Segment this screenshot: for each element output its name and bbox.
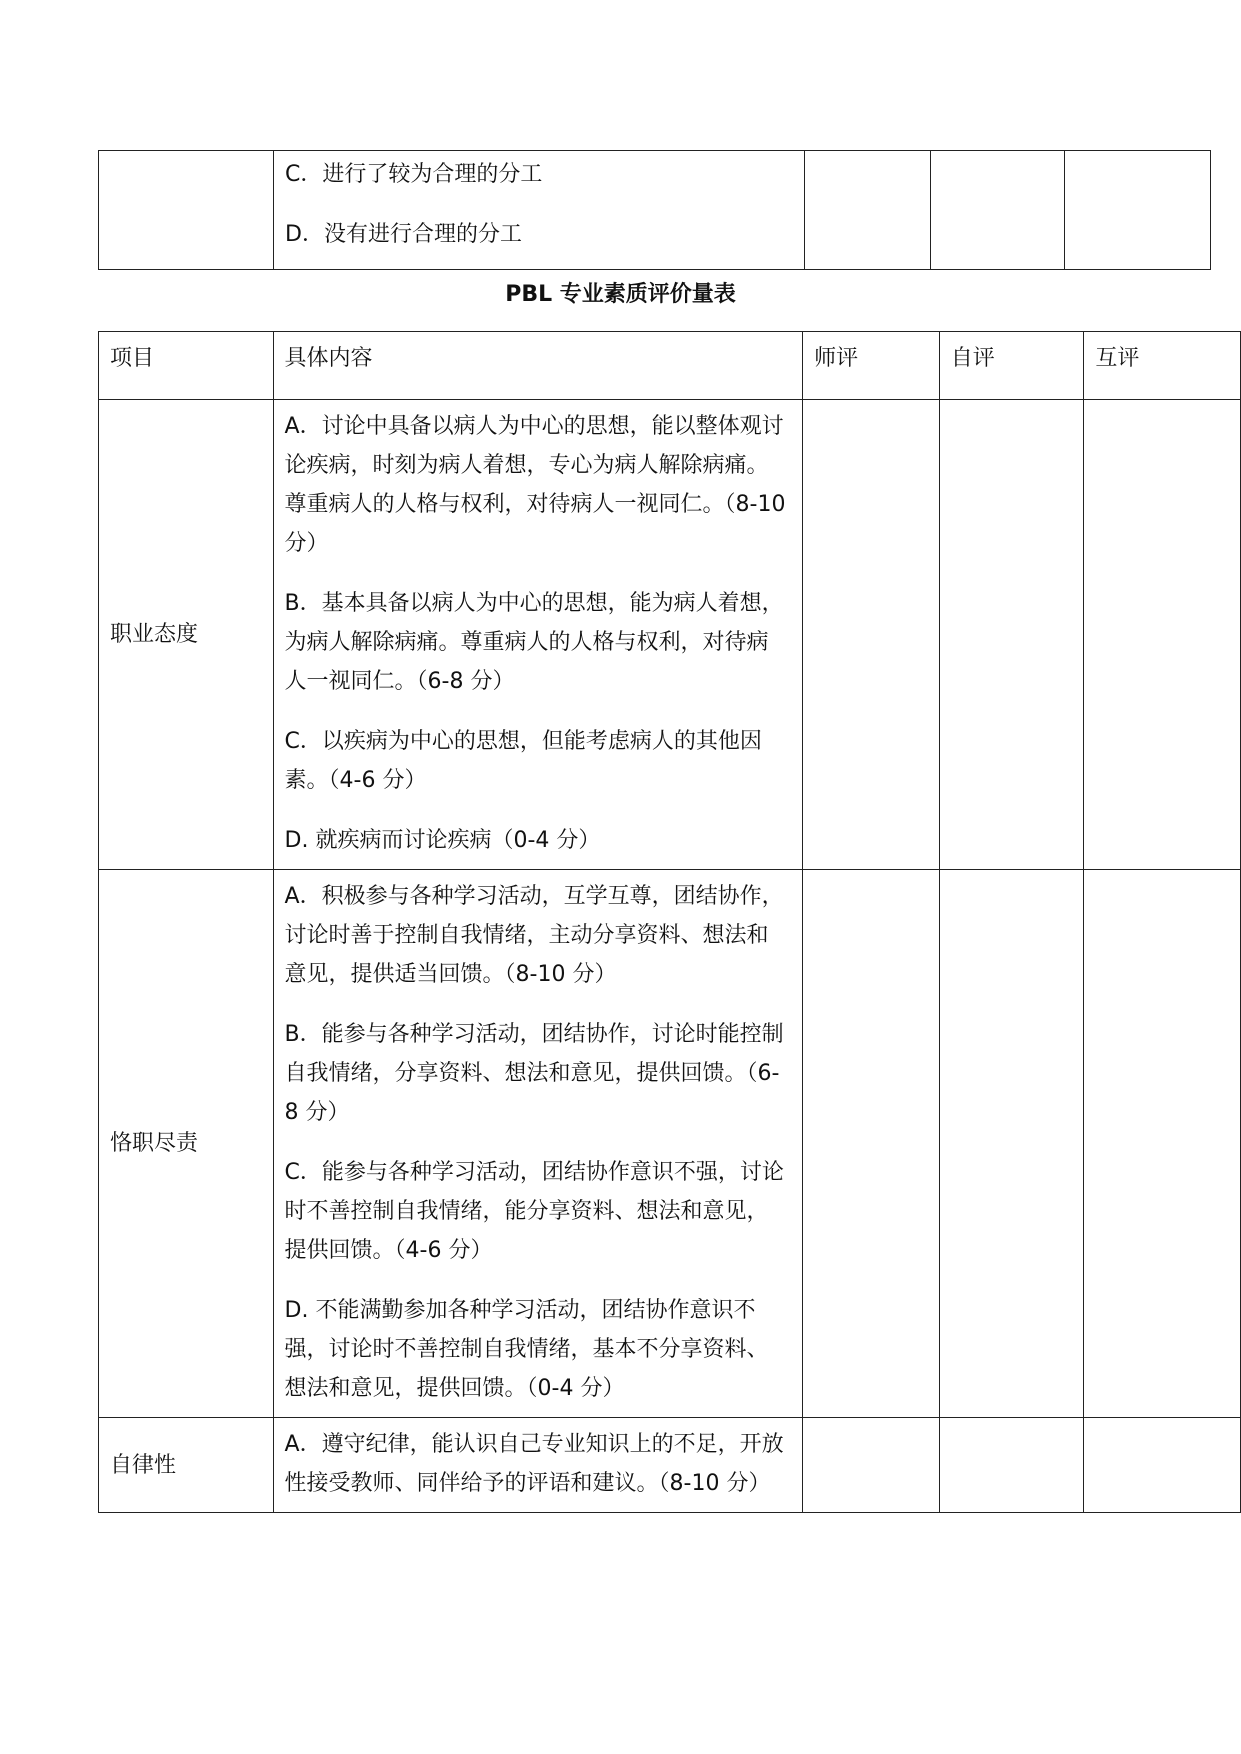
item-cell: 职业态度 bbox=[99, 400, 274, 870]
teacher-score-cell[interactable] bbox=[803, 400, 940, 870]
criterion-text: C．进行了较为合理的分工 bbox=[285, 162, 543, 187]
continued-table bbox=[98, 150, 1211, 270]
criterion-text: A．讨论中具备以病人为中心的思想，能以整体观讨论疾病，时刻为病人着想，专心为病人解除病痛。尊重病人的人格与权利，对待病人一视同仁。（8-10 分） bbox=[284, 414, 786, 556]
header-peer: 互评 bbox=[1084, 332, 1241, 400]
criterion-text: B．能参与各种学习活动，团结协作，讨论时能控制自我情绪，分享资料、想法和意见，提供回馈。（6-8 分） bbox=[284, 1022, 784, 1125]
criterion-text: C．能参与各种学习活动，团结协作意识不强，讨论时不善控制自我情绪，能分享资料、想法和意见，提供回馈。（4-6 分） bbox=[284, 1160, 784, 1263]
table-row bbox=[99, 870, 1241, 1418]
content-cell bbox=[273, 870, 803, 1418]
evaluation-table bbox=[98, 331, 1241, 1513]
self-score-cell[interactable] bbox=[931, 151, 1065, 270]
table-row bbox=[99, 151, 1211, 270]
self-score-cell[interactable] bbox=[939, 870, 1084, 1418]
teacher-score-cell[interactable] bbox=[803, 1418, 940, 1513]
content-cell bbox=[274, 151, 805, 270]
peer-score-cell[interactable] bbox=[1084, 870, 1241, 1418]
peer-score-cell[interactable] bbox=[1084, 1418, 1241, 1513]
criterion-text: B．基本具备以病人为中心的思想，能为病人着想，为病人解除病痛。尊重病人的人格与权利，对待病人一视同仁。（6-8 分） bbox=[284, 591, 784, 694]
criterion-text: D. 就疾病而讨论疾病（0-4 分） bbox=[284, 828, 601, 853]
table-title: PBL 专业素质评价量表 bbox=[505, 282, 736, 307]
criterion-text: D. 不能满勤参加各种学习活动，团结协作意识不强，讨论时不善控制自我情绪，基本不分享资料、想法和意见，提供回馈。（0-4 分） bbox=[284, 1298, 769, 1401]
criterion-text: A．遵守纪律，能认识自己专业知识上的不足，开放性接受教师、同伴给予的评语和建议。（8-10 分） bbox=[284, 1432, 784, 1496]
header-row bbox=[99, 332, 1241, 400]
table-row bbox=[99, 400, 1241, 870]
criterion-text: C．以疾病为中心的思想，但能考虑病人的其他因素。（4-6 分） bbox=[284, 729, 762, 793]
self-score-cell[interactable] bbox=[939, 1418, 1084, 1513]
teacher-score-cell[interactable] bbox=[805, 151, 931, 270]
content-cell bbox=[273, 1418, 803, 1513]
self-score-cell[interactable] bbox=[939, 400, 1084, 870]
item-cell: 恪职尽责 bbox=[99, 870, 274, 1418]
peer-score-cell[interactable] bbox=[1065, 151, 1211, 270]
header-teacher: 师评 bbox=[803, 332, 940, 400]
header-self: 自评 bbox=[939, 332, 1084, 400]
header-item: 项目 bbox=[99, 332, 274, 400]
criterion-text: D．没有进行合理的分工 bbox=[285, 222, 522, 247]
teacher-score-cell[interactable] bbox=[803, 870, 940, 1418]
peer-score-cell[interactable] bbox=[1084, 400, 1241, 870]
criterion-text: A．积极参与各种学习活动，互学互尊，团结协作，讨论时善于控制自我情绪，主动分享资料、想法和意见，提供适当回馈。（8-10 分） bbox=[284, 884, 784, 987]
item-cell: 自律性 bbox=[99, 1418, 274, 1513]
table-row bbox=[99, 1418, 1241, 1513]
header-content: 具体内容 bbox=[273, 332, 803, 400]
item-cell bbox=[99, 151, 274, 270]
content-cell bbox=[273, 400, 803, 870]
